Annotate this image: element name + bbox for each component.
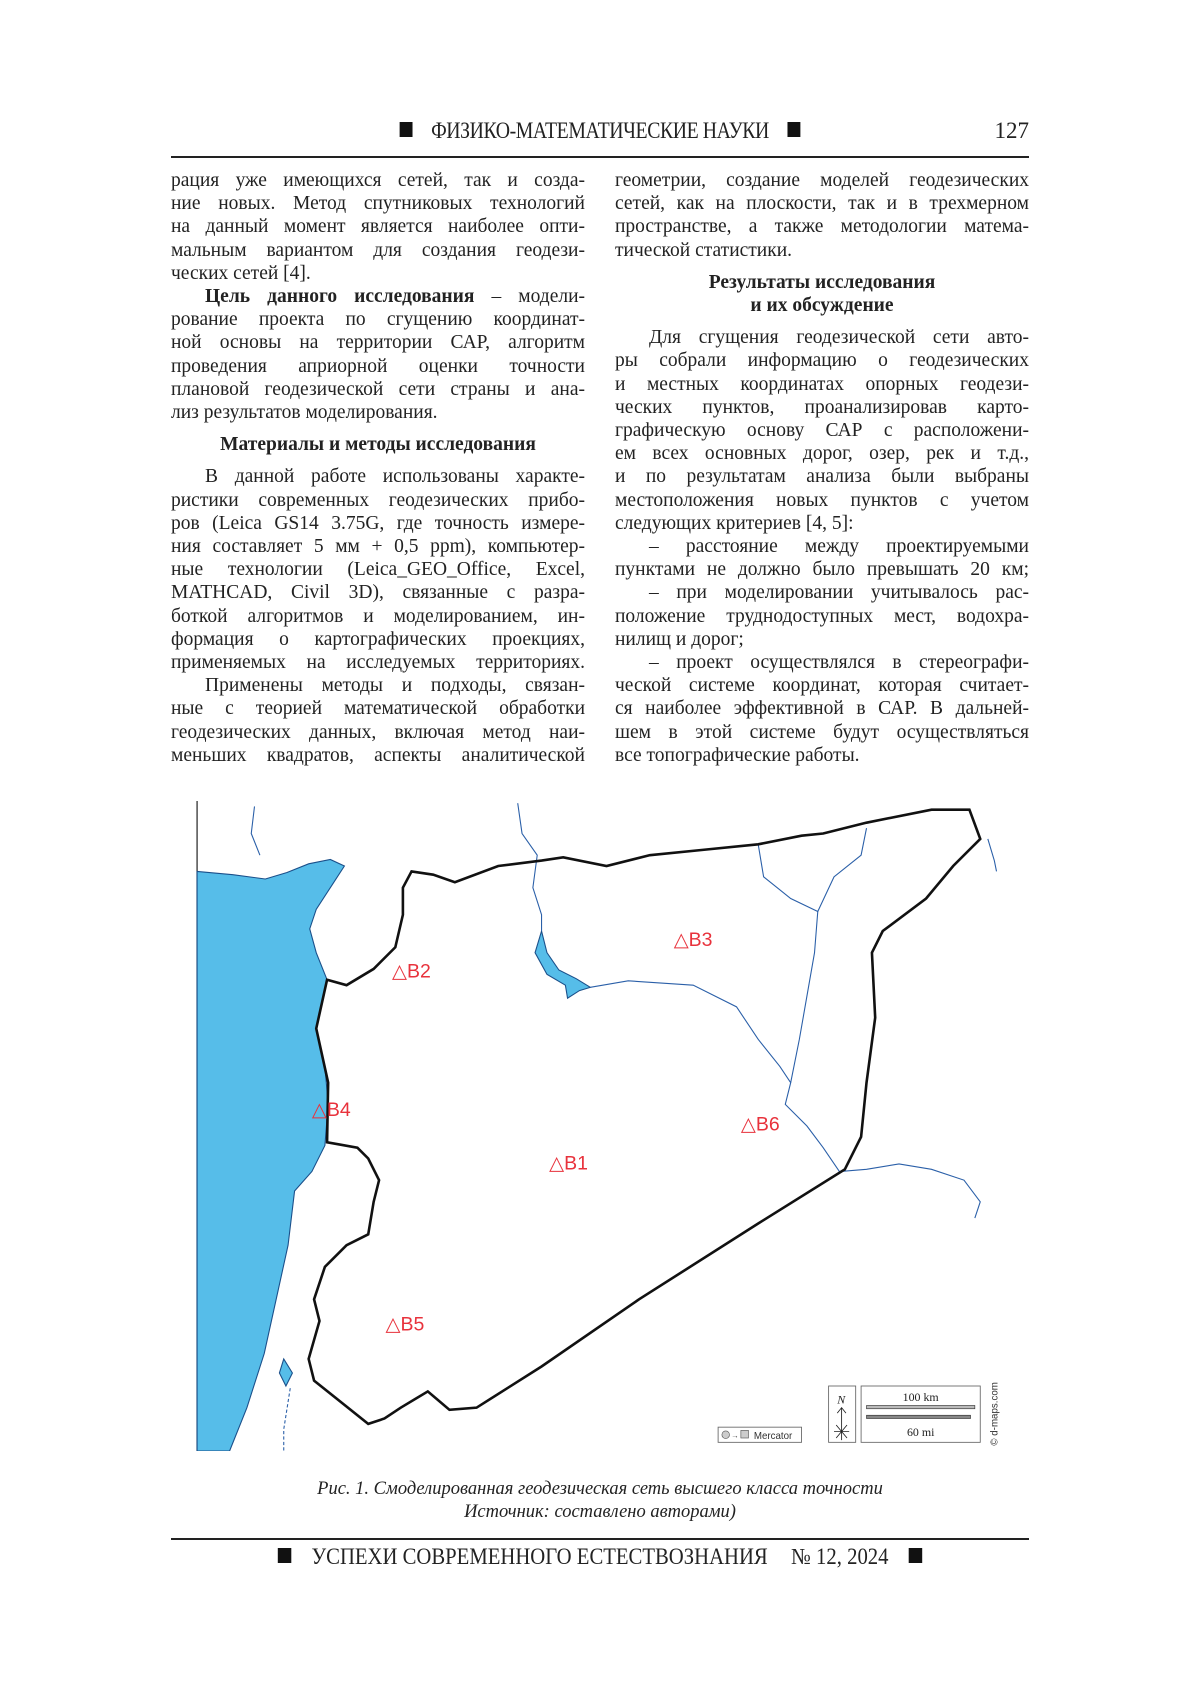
text-line	[171, 535, 585, 558]
text-line	[171, 285, 585, 308]
line-text: ния составляет 5 мм + 0,5 ppm), компьютер-	[171, 536, 585, 557]
svg-text:100 km: 100 km	[903, 1390, 940, 1404]
figure-caption	[171, 1478, 1029, 1524]
projection-legend	[718, 1427, 801, 1442]
svg-text:60 mi: 60 mi	[907, 1425, 935, 1439]
line-text: – проект осуществлялся в стереографи-	[649, 652, 1029, 673]
line-text: формация о картографических проекциях,	[171, 629, 585, 650]
line-text: ров (Leica GS14 3.75G, где точность измере-	[171, 513, 585, 534]
line-text: лиз результатов моделирования.	[171, 402, 438, 423]
line-text: Для сгущения геодезической сети авто-	[649, 327, 1029, 348]
syria-map	[196, 801, 1029, 1451]
square-icon	[741, 1430, 749, 1438]
line-text: Материалы и методы исследования	[220, 434, 536, 455]
bold-lead: Цель данного исследования	[205, 286, 474, 307]
line-text: нилищ и дорог;	[615, 629, 744, 650]
text-line	[171, 489, 585, 512]
text-line	[615, 558, 1029, 581]
square-bullet-icon	[908, 1548, 922, 1563]
svg-text:N: N	[836, 1392, 846, 1406]
line-text: меньших квадратов, аспекты аналитической	[171, 745, 585, 766]
line-text: Результаты исследования	[709, 272, 936, 293]
line-text: местоположения новых пунктов с учетом	[615, 490, 1029, 511]
line-text: рование проекта по сгущению координат-	[171, 309, 585, 330]
text-line	[171, 674, 585, 697]
map-credit: © d-maps.com	[990, 1382, 1001, 1445]
line-text: рация уже имеющихся сетей, так и созда-	[171, 170, 585, 191]
line-text: все топографические работы.	[615, 745, 860, 766]
text-line	[615, 697, 1029, 720]
line-text: геодезических данных, включая метод наи-	[171, 722, 585, 743]
section-title: ФИЗИКО-МАТЕМАТИЧЕСКИЕ НАУКИ	[431, 118, 769, 143]
text-line	[171, 355, 585, 378]
text-line	[171, 651, 585, 674]
text-line	[615, 512, 1029, 535]
text-line	[615, 215, 1029, 238]
line-text: пунктами не должно было превышать 20 км;	[615, 559, 1029, 580]
line-text: ристики современных геодезических прибо-	[171, 490, 585, 511]
line-text: сетей, как на плоскости, так и в трехмерном	[615, 193, 1029, 214]
caption-source: Источник: составлено авторами)	[171, 1501, 1029, 1524]
point-b2: △B2	[392, 961, 431, 983]
line-text: следующих критериев [4, 5]:	[615, 513, 854, 534]
section-heading	[615, 271, 1029, 294]
svg-text:→: →	[731, 1431, 739, 1440]
text-line	[615, 674, 1029, 697]
line-text: применяемых на исследуемых территориях.	[171, 652, 585, 673]
text-line	[171, 558, 585, 581]
line-text: – расстояние между проектируемыми	[649, 536, 1029, 557]
text-line	[615, 419, 1029, 442]
text-line	[615, 442, 1029, 465]
line-text: и их обсуждение	[750, 295, 893, 316]
text-line	[171, 192, 585, 215]
line-text: и по результатам анализа были выбраны	[615, 466, 1029, 487]
right-column	[615, 169, 1029, 767]
line-text: геометрии, создание моделей геодезических	[615, 170, 1029, 191]
section-heading	[171, 433, 585, 456]
text-line	[171, 308, 585, 331]
issue-number: № 12, 2024	[791, 1544, 888, 1569]
line-text: ческих пунктов, проанализировав карто-	[615, 397, 1029, 418]
square-bullet-icon	[399, 122, 412, 137]
text-line	[171, 744, 585, 767]
text-line	[171, 215, 585, 238]
left-column	[171, 169, 585, 767]
text-line	[615, 326, 1029, 349]
text-line	[615, 744, 1029, 767]
text-line	[171, 401, 585, 424]
line-text: плановой геодезической сети страны и ана-	[171, 379, 585, 400]
text-line	[615, 721, 1029, 744]
text-line	[615, 535, 1029, 558]
page-number: 127	[995, 118, 1030, 144]
circle-icon	[722, 1431, 730, 1439]
line-text: и местных координатах опорных геодези-	[615, 374, 1029, 395]
running-footer	[214, 1544, 986, 1570]
text-line	[615, 489, 1029, 512]
section-heading	[615, 294, 1029, 317]
line-text: ем всех основных дорог, озер, рек и т.д.,	[615, 443, 1029, 464]
text-line	[615, 373, 1029, 396]
line-text: пространстве, а также методологии матема-	[615, 216, 1029, 237]
text-line	[171, 605, 585, 628]
text-line	[171, 331, 585, 354]
line-text: ной основы на территории САР, алгоритм	[171, 332, 585, 353]
text-line	[171, 378, 585, 401]
line-text: мальным вариантом для создания геодези-	[171, 240, 585, 261]
line-text: В данной работе использованы характе-	[205, 466, 585, 487]
line-text: шем в этой системе будут осуществляться	[615, 722, 1029, 743]
text-line	[615, 581, 1029, 604]
line-text: ческой системе координат, которая считает-	[615, 675, 1029, 696]
line-text: ние новых. Метод спутниковых технологий	[171, 193, 585, 214]
mediterranean-sea	[197, 860, 344, 1452]
scale-bar	[861, 1386, 980, 1442]
line-text: ся наиболее эффективной в САР. В дальней-	[615, 698, 1029, 719]
caption-title: Рис. 1. Смоделированная геодезическая сеть высшего класса точности	[171, 1478, 1029, 1501]
running-header	[171, 118, 1029, 148]
line-text: ческих сетей [4].	[171, 263, 311, 284]
line-text: ные с теорией математической обработки	[171, 698, 585, 719]
north-arrow	[829, 1386, 856, 1442]
line-text: на данный момент является наиболее опти-	[171, 216, 585, 237]
header-rule	[171, 156, 1029, 158]
point-b5: △B5	[386, 1314, 425, 1336]
square-bullet-icon	[278, 1548, 292, 1563]
text-line	[615, 192, 1029, 215]
line-text: графическую основу САР с расположени-	[615, 420, 1029, 441]
point-b1: △B1	[549, 1152, 588, 1174]
point-b4: △B4	[312, 1099, 351, 1121]
point-b3: △B3	[674, 929, 713, 951]
journal-name: УСПЕХИ СОВРЕМЕННОГО ЕСТЕСТВОЗНАНИЯ	[311, 1544, 767, 1569]
line-text: проведения априорной оценки точности	[171, 356, 585, 377]
text-line	[171, 262, 585, 285]
text-line	[171, 465, 585, 488]
line-text: ные технологии (Leica_GEO_Office, Excel,	[171, 559, 585, 580]
line-text: MATHCAD, Civil 3D), связанные с разра-	[171, 582, 585, 603]
line-text: – модели-	[474, 286, 585, 307]
text-line	[171, 581, 585, 604]
text-line	[171, 512, 585, 535]
text-line	[171, 697, 585, 720]
text-line	[615, 651, 1029, 674]
projection-label: Mercator	[754, 1431, 793, 1442]
text-line	[615, 396, 1029, 419]
text-line	[615, 169, 1029, 192]
lake-assad	[535, 931, 590, 998]
square-bullet-icon	[788, 122, 801, 137]
text-line	[615, 465, 1029, 488]
footer-rule	[171, 1538, 1029, 1540]
line-text: боткой алгоритмов и моделированием, ин-	[171, 606, 585, 627]
line-text: Применены методы и подходы, связан-	[205, 675, 585, 696]
text-line	[615, 349, 1029, 372]
line-text: ры собрали информацию о геодезических	[615, 350, 1029, 371]
text-line	[171, 169, 585, 192]
text-line	[171, 628, 585, 651]
point-b6: △B6	[741, 1113, 780, 1135]
line-text: – при моделировании учитывалось рас-	[649, 582, 1029, 603]
lake-tiberias	[279, 1359, 292, 1386]
text-line	[615, 628, 1029, 651]
text-line	[615, 239, 1029, 262]
rivers	[251, 803, 996, 1451]
text-line	[171, 239, 585, 262]
line-text: тической статистики.	[615, 240, 792, 261]
text-line	[171, 721, 585, 744]
text-line	[615, 605, 1029, 628]
line-text: положение труднодоступных мест, водохра-	[615, 606, 1029, 627]
